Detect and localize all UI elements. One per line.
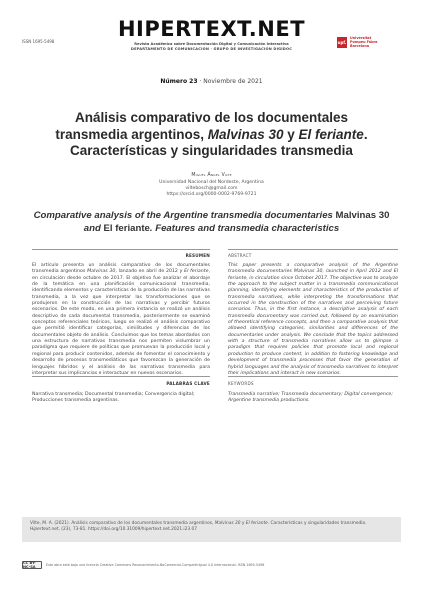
author-orcid[interactable]: https://orcid.org/0000-0002-9769-9721 xyxy=(166,191,257,197)
keywords-en-label: KEYWORDS xyxy=(228,381,254,386)
resumen-part-c: , lanzado en abril de 2012 y xyxy=(115,269,185,275)
citation-part-d: El feriante xyxy=(245,521,268,526)
resumen-text xyxy=(32,263,210,377)
cc-license-icon[interactable]: CC BY-NC-SA xyxy=(22,561,42,569)
author-affiliation: Universidad Nacional del Nordeste, Argentina xyxy=(159,180,264,185)
keywords-en-rule xyxy=(228,376,398,377)
keywords-es: Narrativa transmedia; Documental transmedia; Convergencia digital; Producciones transmedia argentinas. xyxy=(32,392,195,404)
keywords-es-label: PALABRAS CLAVE xyxy=(166,381,210,386)
author-affiliation-block xyxy=(0,180,423,197)
license-row xyxy=(22,561,401,569)
article-title-english xyxy=(30,210,393,235)
license-text: Este obra está bajo una licencia Creative Commons Reconocimiento-NoComercial-CompartirIgual 4.0 Internacional. ISSN 1695-5498 xyxy=(46,563,265,567)
issue-number: Número 23 xyxy=(160,78,198,85)
resumen-rule xyxy=(32,249,210,250)
issn-label: ISSN 1695-5498 xyxy=(22,39,55,44)
keywords-en: Transmedia narrative; Transmedia documentary; Digital convergence; Argentine transmedia productions. xyxy=(228,392,393,404)
resumen-part-b: Malvinas 30 xyxy=(87,269,116,275)
citation-part-a: Vilte, M. A. (2021). Análisis comparativo de los documentales transmedia argentinos, xyxy=(30,521,215,526)
title-text-3: . Características y singularidades transmedia xyxy=(70,126,368,158)
upf-logo-icon: upf. xyxy=(337,37,347,48)
issue-date: · Noviembre de 2021 xyxy=(197,78,263,85)
university-line-3: Barcelona xyxy=(350,44,370,48)
title-en-italic-rest: . Features and transmedia characteristics xyxy=(149,222,340,234)
citation-part-f: Hipertext.net xyxy=(30,526,59,532)
citation-part-b: Malvinas 30 xyxy=(214,521,241,526)
title-text-1: Análisis comparativo de los documentales transmedia argentinos, xyxy=(55,110,349,142)
university-name xyxy=(350,36,377,48)
title-italic-2: El feriante xyxy=(298,126,364,142)
journal-subtitle: Revista Académica sobre Documentación Digital y Comunicación Interactiva xyxy=(134,42,289,46)
title-en-and: and xyxy=(83,222,101,234)
abstract-rule xyxy=(228,249,398,250)
article-title xyxy=(40,110,383,160)
abstract-label: ABSTRACT xyxy=(228,253,252,258)
abstract-text: This paper presents a comparative analysis of the Argentine transmedia documentaries Malvinas 30, launched in April 2012 and El feriante, in circulation since October 2017. The objective was to analyze the approach to the subject matter in a transmedia communicational planning, identifying elements and characteristics of the production of transmedia narratives, while interpreting the transformations that occurred in the construction of the narratives and perceiving future scenarios. Thus, in the first instance, a descriptive analysis of each transmedia documentary was carried out, followed by an examination of theoretical reference concepts, and then a comparative analysis that allowed identifying categories, similarities and differences of the documentaries under analysis. We conclude that the topics addressed with a structure of transmedia narratives allow us to glimpse a paradigm that requires policies that promote local and regional production to produce content, in addition to fostering knowledge and development of transmedia processes that favor the generation of hybrid languages and the analysis of transmedia narratives to interpret their implications and interact in new scenarios. xyxy=(228,263,398,376)
title-en-roman-1: Malvinas 30 xyxy=(332,210,390,221)
resumen-part-d: El feriante xyxy=(184,269,209,275)
author-name: Miguel Ángel Vilte xyxy=(191,173,232,178)
university-line-2: Pompeu Fabra xyxy=(350,40,378,44)
title-italic-1: Malvinas 30 xyxy=(207,126,284,142)
title-text-2: y xyxy=(283,126,299,142)
author-email[interactable]: viltebosch@gmail.com xyxy=(185,185,238,191)
resumen-part-a: El artículo presenta un análisis comparativo de los documentales transmedia argentinos xyxy=(32,263,210,275)
title-en-roman-2: El feriante xyxy=(100,222,150,234)
issue-info xyxy=(0,78,423,85)
journal-department: DEPARTAMENTO DE COMUNICACIÓN · GRUPO DE INVESTIGACIÓN DIGIDOC xyxy=(130,47,293,51)
resumen-part-e: , en circulación desde octubre de 2017. El objetivo fue analizar el abordaje de la temática en una planificación comunicacional transmedia, identificando elementos y características de la producción de las narrativas transmedia, a la vez que interpretar las transformaciones que se produjeron en la construcción de las narrativas y percibir futuros escenarios. De este modo, en una primera instancia se realizó un análisis descriptivo de cada documental transmedia, posteriormente se examinó conceptos referenciales teóricos, luego se realizó el análisis comparativo que permitió identificar categorías, similitudes y diferencias de los documentales objeto de análisis. Concluimos que los temas abordados con una estructura de narrativas transmedia nos permiten vislumbrar un paradigma que requiere de políticas que promuevan la producción local y regional para producir contenidos, además de fomentar el conocimiento y desarrollo de procesos transmediáticos que favorezcan la generación de lenguajes híbridos y el análisis de las narrativas transmedia para interpretar sus implicancias e interactuar en nuevos escenarios. xyxy=(32,269,210,376)
resumen-label: RESUMEN xyxy=(185,253,210,258)
university-logo[interactable] xyxy=(337,35,399,49)
citation-part-e: . Características y singularidades transmedia. xyxy=(267,521,367,526)
citation-part-c: y xyxy=(240,521,246,526)
journal-logo[interactable]: HIPERTEXT.NET xyxy=(117,17,306,41)
title-en-italic: Comparative analysis of the Argentine transmedia documentaries xyxy=(33,210,333,221)
citation-doi[interactable]: , (23), 73-81. https://doi.org/10.31009/hipertext.net.2021.i23.07 xyxy=(58,526,197,532)
university-line-1: Universitat xyxy=(350,36,372,40)
citation-box xyxy=(22,517,401,542)
keywords-es-rule xyxy=(32,376,210,377)
